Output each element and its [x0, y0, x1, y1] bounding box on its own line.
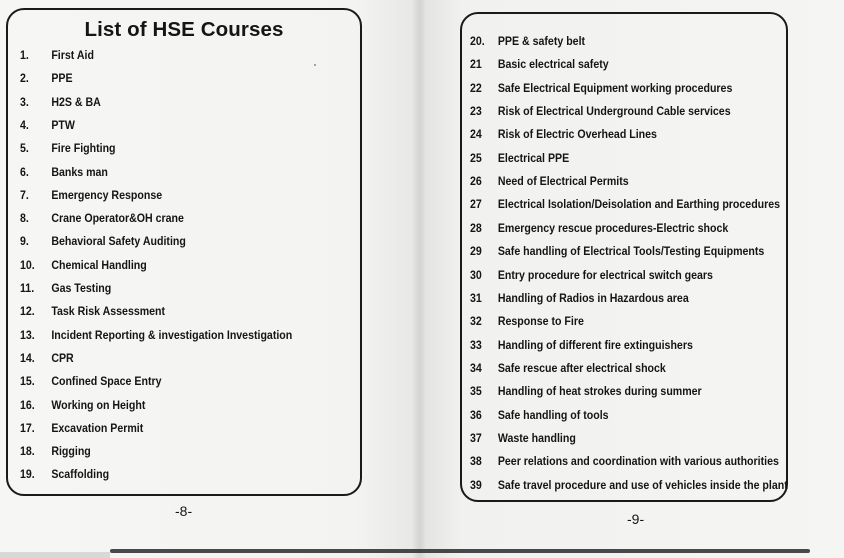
course-number: 7. — [20, 187, 29, 202]
course-number: 38 — [470, 454, 482, 469]
course-item — [20, 465, 109, 483]
course-name: Excavation Permit — [51, 420, 144, 435]
course-name: CPR — [51, 350, 74, 365]
course-item — [20, 256, 147, 274]
course-number: 14. — [20, 350, 35, 365]
page-edge-shadow — [0, 552, 110, 558]
course-item — [20, 302, 165, 320]
course-number: 5. — [20, 141, 29, 156]
course-item — [470, 429, 576, 447]
course-name: Handling of different fire extinguishers — [497, 337, 693, 352]
course-name: Rigging — [51, 444, 91, 459]
course-number: 32 — [470, 314, 482, 329]
course-item — [20, 209, 184, 227]
course-item — [470, 219, 728, 237]
course-name: Crane Operator&OH crane — [51, 211, 184, 226]
course-number: 9. — [20, 234, 29, 249]
right-course-box — [460, 12, 788, 502]
course-name: Working on Height — [51, 397, 146, 412]
course-number: 27 — [470, 197, 482, 212]
course-number: 19. — [20, 467, 35, 482]
course-item — [20, 116, 75, 134]
course-item — [20, 396, 145, 414]
course-number: 36 — [470, 407, 482, 422]
course-name: Waste handling — [497, 430, 576, 445]
course-number: 18. — [20, 444, 35, 459]
course-name: PTW — [51, 117, 75, 132]
course-item — [470, 289, 689, 307]
course-item — [470, 312, 584, 330]
course-number: 1. — [20, 48, 29, 62]
course-number: 11. — [20, 281, 35, 295]
course-name: Basic electrical safety — [497, 57, 609, 72]
page-number-right: -9- — [627, 511, 645, 527]
course-name: Fire Fighting — [51, 141, 116, 156]
course-name: Incident Reporting & investigation Investigation — [51, 327, 293, 342]
course-number: 16. — [20, 397, 35, 412]
course-item — [470, 242, 764, 260]
course-item — [20, 279, 111, 297]
course-name: Entry procedure for electrical switch gears — [497, 267, 713, 282]
course-name: Handling of heat strokes during summer — [497, 384, 702, 399]
left-course-box — [6, 8, 362, 496]
course-name: Safe rescue after electrical shock — [497, 360, 666, 375]
course-name: PPE — [51, 71, 73, 86]
course-item — [470, 359, 666, 377]
course-number: 20. — [470, 34, 485, 48]
course-item — [470, 452, 779, 470]
course-name: Risk of Electrical Underground Cable services — [497, 104, 731, 119]
course-item — [470, 149, 569, 167]
course-name: H2S & BA — [51, 94, 101, 109]
page-title: List of HSE Courses — [84, 18, 284, 41]
course-name: Scaffolding — [51, 467, 110, 482]
course-number: 26 — [470, 174, 482, 189]
course-number: 21 — [470, 57, 482, 72]
course-number: 34 — [470, 360, 482, 375]
course-number: 25 — [470, 150, 482, 165]
book-spine — [412, 0, 426, 558]
course-number: 12. — [20, 304, 35, 319]
course-name: PPE & safety belt — [497, 34, 586, 48]
course-item — [20, 232, 186, 250]
course-number: 3. — [20, 94, 29, 109]
course-number: 23 — [470, 104, 482, 119]
course-number: 17. — [20, 420, 35, 435]
course-number: 29 — [470, 244, 482, 259]
right-page — [420, 0, 844, 558]
course-name: Banks man — [51, 164, 108, 179]
course-number: 30 — [470, 267, 482, 282]
course-number: 13. — [20, 327, 35, 342]
course-name: First Aid — [51, 48, 94, 62]
course-name: Behavioral Safety Auditing — [51, 234, 186, 249]
course-name: Handling of Radios in Hazardous area — [497, 290, 689, 305]
course-name: Peer relations and coordination with various authorities — [497, 454, 779, 469]
course-number: 22 — [470, 80, 482, 95]
page-bottom-edge — [110, 549, 810, 553]
course-item — [470, 382, 702, 400]
course-number: 39 — [470, 477, 482, 492]
course-name: Emergency rescue procedures-Electric shock — [497, 220, 729, 235]
course-name: Gas Testing — [51, 281, 112, 295]
course-item — [470, 32, 585, 50]
course-item — [470, 102, 731, 120]
course-item — [20, 372, 161, 390]
course-number: 8. — [20, 211, 29, 226]
course-name: Confined Space Entry — [51, 374, 162, 389]
course-item — [20, 139, 116, 157]
course-item — [470, 172, 629, 190]
course-number: 6. — [20, 164, 29, 179]
course-number: 35 — [470, 384, 482, 399]
course-item — [470, 406, 609, 424]
course-number: 31 — [470, 290, 482, 305]
course-item — [470, 266, 713, 284]
course-name: Emergency Response — [51, 187, 163, 202]
course-name: Task Risk Assessment — [51, 304, 166, 319]
course-name: Risk of Electric Overhead Lines — [497, 127, 657, 142]
course-item — [20, 186, 162, 204]
course-item — [20, 46, 94, 64]
course-item — [470, 336, 693, 354]
course-number: 15. — [20, 374, 35, 389]
left-page — [0, 0, 420, 558]
course-item — [470, 125, 657, 143]
course-number: 33 — [470, 337, 482, 352]
course-number: 28 — [470, 220, 482, 235]
course-name: Safe travel procedure and use of vehicles inside the plant — [497, 477, 788, 492]
course-item — [470, 79, 732, 97]
course-name: Chemical Handling — [51, 257, 147, 272]
course-name: Safe Electrical Equipment working procedures — [497, 80, 733, 95]
course-number: 24 — [470, 127, 482, 142]
course-item — [20, 69, 73, 87]
course-number: 10. — [20, 257, 35, 272]
course-number: 37 — [470, 430, 482, 445]
course-item — [20, 163, 108, 181]
course-number: 2. — [20, 71, 29, 86]
course-name: Safe handling of Electrical Tools/Testing Equipments — [497, 244, 765, 259]
course-item — [20, 419, 143, 437]
page-number-left: -8- — [175, 503, 193, 519]
course-name: Need of Electrical Permits — [497, 174, 629, 189]
course-name: Response to Fire — [497, 314, 584, 329]
course-item — [20, 442, 91, 460]
paper-speck — [314, 64, 316, 66]
course-item — [20, 93, 101, 111]
course-name: Electrical PPE — [497, 150, 570, 165]
course-item — [470, 195, 780, 213]
course-item — [20, 349, 74, 367]
course-name: Electrical Isolation/Deisolation and Earthing procedures — [497, 197, 781, 212]
course-item — [20, 326, 292, 344]
course-item — [470, 55, 609, 73]
course-number: 4. — [20, 117, 29, 132]
course-item — [470, 476, 788, 494]
course-name: Safe handling of tools — [497, 407, 609, 422]
